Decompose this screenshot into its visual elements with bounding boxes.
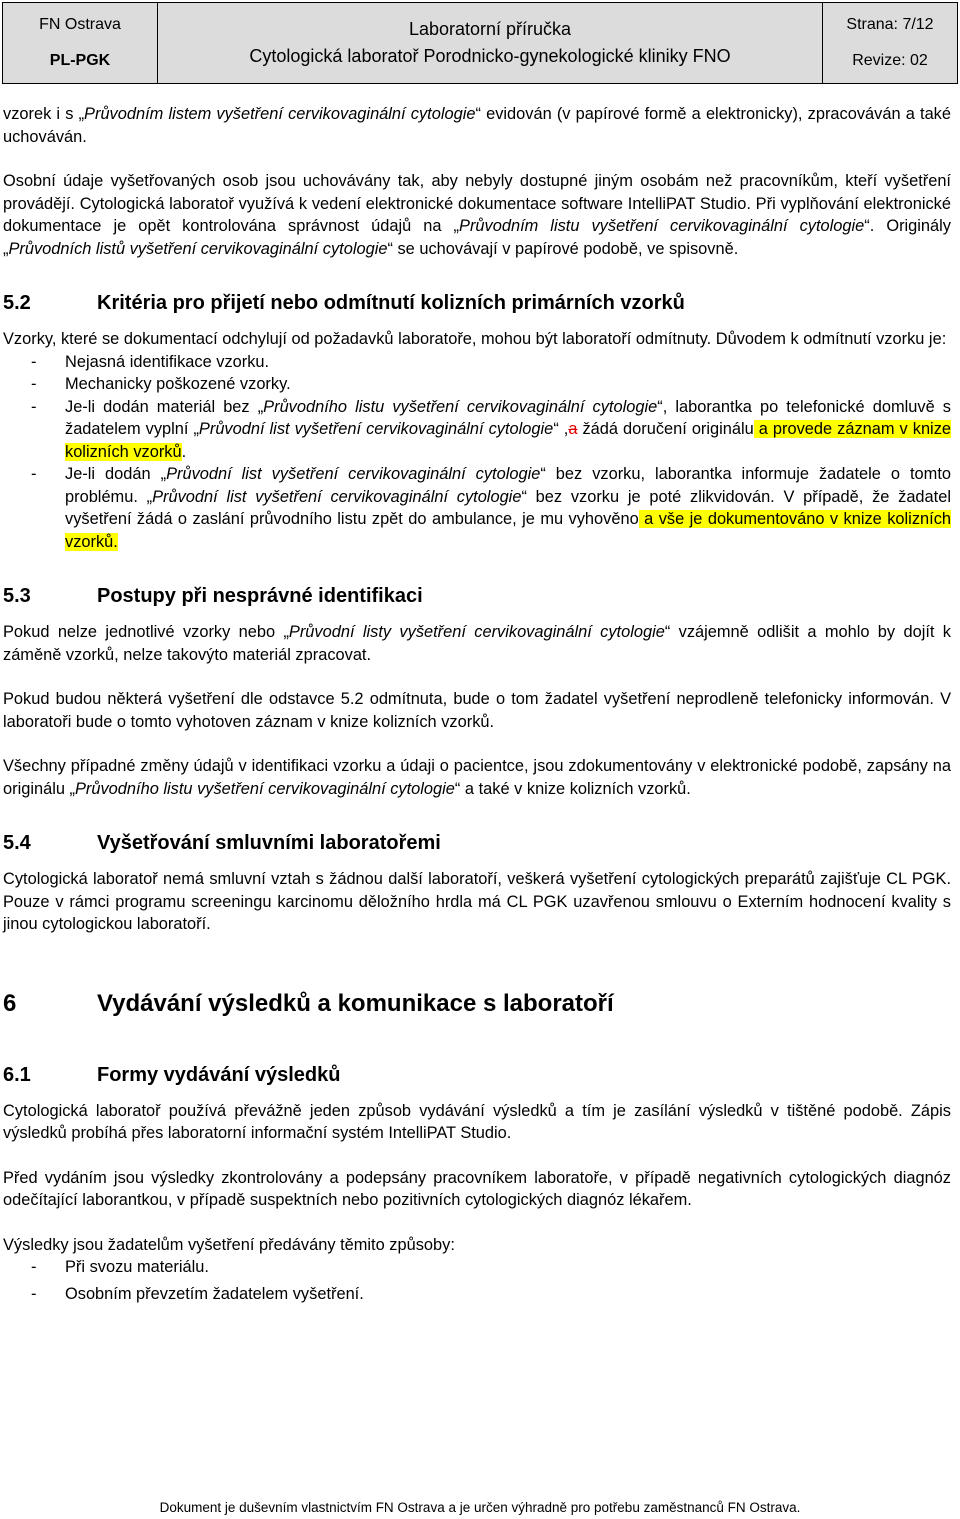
- highlighted-text: a vše je dokumentováno v knize kolizních vzorků.: [65, 510, 952, 551]
- paragraph-personal-data: Osobní údaje vyšetřovaných osob jsou uchovávány tak, aby nebyly dostupné jiným osobám než pracovníkům, kteří vyšetření provádějí. Cytologická laboratoř využívá k vedení elektronické dokumentace software IntelliPAT Studio. Při vyplňování elektronické dokumentace je opět kontrolována správnost údajů na „Průvodním listu vyšetření cervikovaginální cytologie“. Originály „Průvodních listů vyšetření cervikovaginální cytologie“ se uchovávají v papírové podobě, ve spisovně.: [3, 172, 952, 258]
- paragraph: Pokud nelze jednotlivé vzorky nebo „Průvodní listy vyšetření cervikovaginální cytologie“ vzájemně odlišit a mohlo by dojít k záměně vzorků, nelze takovýto materiál zpracovat.: [3, 623, 951, 664]
- header-title: Laboratorní příručka: [408, 19, 572, 39]
- header-org: FN Ostrava: [39, 16, 121, 33]
- paragraph: Před vydáním jsou výsledky zkontrolovány a podepsány pracovníkem laboratoře, v případě negativních cytologických diagnóz odečítající laborantkou, v případě suspektních nebo pozitivních cytologických diagnóz lékařem.: [3, 1168, 951, 1209]
- section-heading-5-4: 5.4 Vyšetřování smluvními laboratořemi: [3, 832, 441, 854]
- header-revision: Revize: 02: [852, 52, 928, 69]
- doc-ref: Průvodním listem vyšetření cervikovaginální cytologie: [84, 105, 476, 123]
- section-heading-5-3: 5.3 Postupy při nesprávné identifikaci: [3, 585, 423, 607]
- highlighted-text: a provede záznam v knize kolizních vzorků: [65, 420, 952, 461]
- paragraph: Pokud budou některá vyšetření dle odstavce 5.2 odmítnuta, bude o tom žadatel vyšetření neprodleně telefonicky informován. V laboratoři bude o tomto vyhotoven záznam v knize kolizních vzorků.: [3, 690, 951, 731]
- list-item: - Je-li dodán „Průvodní list vyšetření cervikovaginální cytologie“ bez vzorku, laborantka informuje žadatele o tomto problému. „Průvodní list vyšetření cervikovaginální cytologie“ bez vzorku je poté zlikvidován. V případě, že žadatel vyšetření žádá o zaslání průvodního listu zpět do ambulance, je mu vyhověno a vše je dokumentováno v knize kolizních vzorků.: [3, 463, 951, 553]
- doc-ref: Průvodním listu vyšetření cervikovaginální cytologie: [459, 217, 865, 235]
- list-item: - Osobním převzetím žadatelem vyšetření.: [3, 1283, 951, 1306]
- paragraph: Výsledky jsou žadatelům vyšetření předávány těmito způsoby:: [3, 1235, 455, 1254]
- document-header: [2, 2, 958, 84]
- header-dept: PL-PGK: [49, 52, 111, 69]
- paragraph-intro: vzorek i s „Průvodním listem vyšetření cervikovaginální cytologie“ evidován (v papírové formě a elektronicky), zpracováván a také uchováván.: [3, 105, 951, 146]
- paragraph: Cytologická laboratoř používá převážně jeden způsob vydávání výsledků a tím je zasílání výsledků v tištěné podobě. Zápis výsledků probíhá přes laboratorní informační systém IntelliPAT Studio.: [3, 1101, 951, 1142]
- list-item: - Při svozu materiálu.: [3, 1256, 951, 1279]
- rejection-list: [3, 351, 951, 554]
- paragraph: Cytologická laboratoř nemá smluvní vztah s žádnou další laboratoří, veškerá vyšetření cytologických preparátů zajišťuje CL PGK. Pouze v rámci programu screeningu karcinomu děložního hrdla má CL PGK uzavřenou smlouvu o Externím hodnocení kvality s jinou cytologickou laboratoří.: [3, 870, 951, 933]
- delivery-list: [3, 1256, 951, 1305]
- section-heading-5-2: 5.2 Kritéria pro přijetí nebo odmítnutí kolizních primárních vzorků: [3, 292, 685, 314]
- paragraph: Všechny případné změny údajů v identifikaci vzorku a údaji o pacientce, jsou zdokumentovány v elektronické podobě, zapsány na originálu „Průvodního listu vyšetření cervikovaginální cytologie“ a také v knize kolizních vzorků.: [3, 757, 951, 798]
- section-heading-6-1: 6.1 Formy vydávání výsledků: [3, 1063, 341, 1086]
- list-item: - Je-li dodán materiál bez „Průvodního listu vyšetření cervikovaginální cytologie“, laborantka po telefonické domluvě s žadatelem vyplní „Průvodní list vyšetření cervikovaginální cytologie“ ,a žádá doručení originálu a provede záznam v knize kolizních vzorků.: [3, 396, 951, 464]
- header-meta-cell: [823, 3, 958, 84]
- header-title-cell: [158, 3, 823, 84]
- list-item: - Mechanicky poškozené vzorky.: [3, 373, 951, 396]
- list-item: - Nejasná identifikace vzorku.: [3, 351, 951, 374]
- page-footer: Dokument je duševním vlastnictvím FN Ostrava a je určen výhradně pro potřebu zaměstnanců FN Ostrava.: [159, 1500, 801, 1515]
- chapter-heading-6: 6 Vydávání výsledků a komunikace s laboratoří: [3, 989, 614, 1017]
- deleted-text: a: [568, 420, 578, 438]
- paragraph-rejection-intro: Vzorky, které se dokumentací odchylují od požadavků laboratoře, mohou být laboratoří odmítnuty. Důvodem k odmítnutí vzorku je:: [3, 330, 947, 348]
- doc-ref: Průvodních listů vyšetření cervikovaginální cytologie: [8, 239, 388, 258]
- header-subtitle: Cytologická laboratoř Porodnicko-gynekologické kliniky FNO: [249, 46, 731, 66]
- header-org-cell: [3, 3, 158, 84]
- header-page: Strana: 7/12: [846, 16, 934, 33]
- page-body: [3, 103, 951, 1305]
